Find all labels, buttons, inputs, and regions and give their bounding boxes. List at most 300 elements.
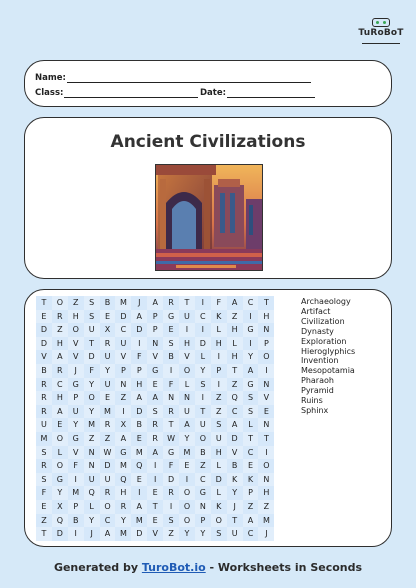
grid-cell[interactable]: G — [243, 323, 259, 337]
turobot-link[interactable]: TuroBot.io — [141, 561, 206, 574]
grid-cell[interactable]: B — [100, 296, 116, 310]
grid-cell[interactable]: Q — [52, 514, 68, 528]
grid-cell[interactable]: X — [115, 418, 131, 432]
grid-cell[interactable]: D — [115, 310, 131, 324]
grid-cell[interactable]: E — [100, 310, 116, 324]
grid-cell[interactable]: T — [36, 527, 52, 541]
grid-cell[interactable]: A — [131, 391, 147, 405]
grid-cell[interactable]: A — [147, 296, 163, 310]
grid-cell[interactable]: Z — [100, 432, 116, 446]
grid-cell[interactable]: E — [258, 405, 274, 419]
grid-cell[interactable]: W — [100, 446, 116, 460]
grid-cell[interactable]: P — [243, 486, 259, 500]
grid-cell[interactable]: L — [211, 459, 227, 473]
word-list-item: Mesopotamia — [301, 366, 355, 376]
grid-cell[interactable]: Z — [52, 323, 68, 337]
grid-cell[interactable]: A — [115, 432, 131, 446]
grid-cell[interactable]: V — [179, 350, 195, 364]
grid-cell[interactable]: D — [131, 527, 147, 541]
grid-cell[interactable]: T — [179, 296, 195, 310]
grid-cell[interactable]: Y — [84, 378, 100, 392]
grid-cell[interactable]: Z — [243, 500, 259, 514]
grid-cell[interactable]: T — [36, 296, 52, 310]
grid-cell[interactable]: R — [100, 486, 116, 500]
grid-cell[interactable]: A — [179, 418, 195, 432]
grid-cell[interactable]: N — [84, 459, 100, 473]
grid-cell[interactable]: N — [179, 391, 195, 405]
grid-cell[interactable]: C — [243, 446, 259, 460]
grid-cell[interactable]: R — [163, 405, 179, 419]
grid-cell[interactable]: L — [211, 486, 227, 500]
grid-cell[interactable]: J — [258, 527, 274, 541]
grid-cell[interactable]: U — [195, 418, 211, 432]
grid-cell[interactable]: Y — [195, 527, 211, 541]
grid-cell[interactable]: S — [243, 405, 259, 419]
grid-cell[interactable]: I — [147, 459, 163, 473]
grid-cell[interactable]: E — [179, 459, 195, 473]
grid-cell[interactable]: N — [84, 446, 100, 460]
grid-cell[interactable]: T — [163, 418, 179, 432]
grid-cell[interactable]: O — [179, 486, 195, 500]
grid-cell[interactable]: V — [68, 337, 84, 351]
grid-cell[interactable]: O — [195, 432, 211, 446]
grid-cell[interactable]: P — [211, 364, 227, 378]
grid-cell[interactable]: T — [227, 364, 243, 378]
grid-cell[interactable]: A — [100, 527, 116, 541]
grid-cell[interactable]: O — [52, 296, 68, 310]
grid-cell[interactable]: X — [52, 500, 68, 514]
grid-cell[interactable]: U — [100, 378, 116, 392]
grid-cell[interactable]: F — [131, 350, 147, 364]
grid-cell[interactable]: K — [243, 473, 259, 487]
logo-text: TuRoBoT — [358, 28, 404, 38]
grid-cell[interactable]: U — [115, 337, 131, 351]
grid-cell[interactable]: H — [227, 323, 243, 337]
word-list-item: Pharaoh — [301, 376, 334, 386]
grid-cell[interactable]: Y — [179, 432, 195, 446]
grid-cell[interactable]: U — [100, 473, 116, 487]
word-list-item: Invention — [301, 356, 339, 366]
grid-cell[interactable]: P — [115, 364, 131, 378]
grid-cell[interactable]: P — [147, 323, 163, 337]
grid-cell[interactable]: Y — [52, 486, 68, 500]
grid-cell[interactable]: R — [100, 337, 116, 351]
grid-cell[interactable]: S — [243, 391, 259, 405]
grid-cell[interactable]: C — [195, 473, 211, 487]
grid-cell[interactable]: I — [131, 486, 147, 500]
grid-cell[interactable]: M — [115, 527, 131, 541]
grid-cell[interactable]: Z — [36, 514, 52, 528]
grid-cell[interactable]: U — [179, 405, 195, 419]
grid-cell[interactable]: Z — [227, 378, 243, 392]
grid-cell[interactable]: Y — [227, 486, 243, 500]
grid-cell[interactable]: R — [100, 418, 116, 432]
grid-cell[interactable]: Y — [84, 514, 100, 528]
grid-cell[interactable]: N — [258, 418, 274, 432]
grid-cell[interactable]: Z — [211, 405, 227, 419]
grid-cell[interactable]: L — [211, 323, 227, 337]
grid-cell[interactable]: S — [84, 310, 100, 324]
grid-cell[interactable]: R — [52, 364, 68, 378]
grid-cell[interactable]: H — [211, 337, 227, 351]
grid-cell[interactable]: S — [36, 473, 52, 487]
grid-cell[interactable]: G — [163, 310, 179, 324]
grid-cell[interactable]: S — [163, 514, 179, 528]
grid-cell[interactable]: Z — [258, 500, 274, 514]
grid-cell[interactable]: Q — [115, 473, 131, 487]
grid-cell[interactable]: A — [243, 364, 259, 378]
grid-cell[interactable]: I — [258, 364, 274, 378]
grid-cell[interactable]: S — [147, 405, 163, 419]
grid-cell[interactable]: N — [195, 500, 211, 514]
word-list-item: Pyramid — [301, 386, 334, 396]
grid-cell[interactable]: I — [195, 391, 211, 405]
grid-cell[interactable]: T — [258, 296, 274, 310]
grid-cell[interactable]: O — [258, 459, 274, 473]
grid-cell[interactable]: V — [36, 350, 52, 364]
word-list-item: Ruins — [301, 396, 323, 406]
grid-cell[interactable]: A — [227, 296, 243, 310]
grid-cell[interactable]: L — [227, 337, 243, 351]
grid-cell[interactable]: N — [258, 378, 274, 392]
robot-head-icon — [372, 18, 390, 27]
grid-cell[interactable]: Z — [84, 432, 100, 446]
grid-cell[interactable]: I — [179, 323, 195, 337]
grid-cell[interactable]: O — [179, 364, 195, 378]
grid-cell[interactable]: X — [100, 323, 116, 337]
word-list — [301, 297, 355, 416]
grid-cell[interactable]: E — [163, 323, 179, 337]
grid-cell[interactable]: B — [131, 418, 147, 432]
grid-cell[interactable]: F — [163, 459, 179, 473]
grid-cell[interactable]: O — [52, 432, 68, 446]
grid-cell[interactable]: I — [163, 364, 179, 378]
grid-cell[interactable]: U — [84, 473, 100, 487]
grid-cell[interactable]: N — [258, 473, 274, 487]
grid-cell[interactable]: I — [195, 323, 211, 337]
grid-cell[interactable]: A — [147, 391, 163, 405]
grid-cell[interactable]: E — [147, 486, 163, 500]
grid-cell[interactable]: U — [179, 310, 195, 324]
grid-cell[interactable]: I — [147, 473, 163, 487]
grid-cell[interactable]: T — [195, 405, 211, 419]
grid-cell[interactable]: N — [163, 391, 179, 405]
grid-cell[interactable]: V — [115, 350, 131, 364]
class-field[interactable] — [35, 88, 198, 98]
grid-cell[interactable]: T — [147, 500, 163, 514]
grid-cell[interactable]: U — [211, 432, 227, 446]
grid-cell[interactable]: D — [36, 337, 52, 351]
grid-cell[interactable]: B — [195, 446, 211, 460]
grid-cell[interactable]: Y — [179, 527, 195, 541]
grid-cell[interactable]: L — [179, 378, 195, 392]
grid-cell[interactable]: G — [68, 432, 84, 446]
grid-cell[interactable]: A — [131, 310, 147, 324]
grid-cell[interactable]: N — [115, 378, 131, 392]
grid-cell[interactable]: Z — [211, 391, 227, 405]
grid-cell[interactable]: R — [36, 391, 52, 405]
grid-cell[interactable]: V — [147, 527, 163, 541]
grid-cell[interactable]: A — [52, 405, 68, 419]
grid-cell[interactable]: G — [243, 378, 259, 392]
grid-cell[interactable]: S — [163, 337, 179, 351]
grid-cell[interactable]: Q — [131, 459, 147, 473]
name-line[interactable] — [67, 74, 311, 83]
grid-cell[interactable]: D — [131, 323, 147, 337]
grid-cell[interactable]: H — [179, 337, 195, 351]
grid-cell[interactable]: Z — [227, 310, 243, 324]
grid-cell[interactable]: R — [115, 500, 131, 514]
grid-cell[interactable]: Q — [84, 486, 100, 500]
grid-cell[interactable]: H — [52, 391, 68, 405]
grid-cell[interactable]: O — [84, 391, 100, 405]
grid-cell[interactable]: Y — [84, 405, 100, 419]
grid-cell[interactable]: H — [258, 310, 274, 324]
grid-cell[interactable]: R — [36, 378, 52, 392]
grid-cell[interactable]: H — [258, 486, 274, 500]
grid-cell[interactable]: T — [84, 337, 100, 351]
grid-cell[interactable]: U — [100, 350, 116, 364]
name-field[interactable] — [35, 73, 311, 83]
grid-cell[interactable]: M — [115, 296, 131, 310]
grid-cell[interactable]: R — [36, 459, 52, 473]
grid-cell[interactable]: I — [115, 405, 131, 419]
grid-cell[interactable]: B — [227, 459, 243, 473]
grid-cell[interactable]: F — [211, 296, 227, 310]
grid-cell[interactable]: D — [36, 323, 52, 337]
grid-cell[interactable]: G — [115, 446, 131, 460]
word-list-item: Archaeology — [301, 297, 351, 306]
grid-cell[interactable]: I — [211, 378, 227, 392]
grid-cell[interactable]: B — [36, 364, 52, 378]
grid-cell[interactable]: T — [258, 432, 274, 446]
grid-cell[interactable]: T — [227, 514, 243, 528]
grid-cell[interactable]: E — [131, 473, 147, 487]
grid-cell[interactable]: D — [227, 432, 243, 446]
grid-cell[interactable]: D — [163, 473, 179, 487]
grid-cell[interactable]: O — [179, 514, 195, 528]
grid-cell[interactable]: M — [115, 459, 131, 473]
grid-cell[interactable]: M — [131, 514, 147, 528]
grid-cell[interactable]: D — [84, 350, 100, 364]
grid-cell[interactable]: M — [36, 432, 52, 446]
grid-cell[interactable]: E — [131, 432, 147, 446]
grid-cell[interactable]: R — [147, 432, 163, 446]
grid-cell[interactable]: M — [100, 405, 116, 419]
grid-cell[interactable]: D — [131, 405, 147, 419]
grid-cell[interactable]: T — [243, 432, 259, 446]
grid-cell[interactable]: Z — [195, 459, 211, 473]
grid-cell[interactable]: Q — [227, 391, 243, 405]
grid-cell[interactable]: V — [68, 350, 84, 364]
grid-cell[interactable]: J — [131, 296, 147, 310]
word-list-item: Exploration — [301, 336, 347, 346]
grid-cell[interactable]: B — [163, 350, 179, 364]
grid-cell[interactable]: M — [84, 418, 100, 432]
footer — [0, 561, 416, 574]
grid-cell[interactable]: L — [243, 418, 259, 432]
grid-cell[interactable]: F — [84, 364, 100, 378]
grid-cell[interactable]: O — [100, 500, 116, 514]
grid-cell[interactable]: L — [52, 446, 68, 460]
grid-cell[interactable]: A — [243, 514, 259, 528]
grid-cell[interactable]: J — [227, 500, 243, 514]
grid-cell[interactable]: N — [147, 337, 163, 351]
grid-cell[interactable]: U — [227, 527, 243, 541]
grid-cell[interactable]: I — [258, 446, 274, 460]
date-line[interactable] — [227, 89, 315, 98]
grid-cell[interactable]: R — [36, 405, 52, 419]
grid-cell[interactable]: A — [227, 418, 243, 432]
grid-cell[interactable]: M — [179, 446, 195, 460]
date-field[interactable] — [200, 88, 315, 98]
grid-cell[interactable]: E — [243, 459, 259, 473]
grid-cell[interactable]: S — [84, 296, 100, 310]
word-search-grid[interactable] — [36, 296, 274, 541]
grid-cell[interactable]: K — [211, 310, 227, 324]
grid-cell[interactable]: P — [68, 391, 84, 405]
grid-cell[interactable]: O — [179, 500, 195, 514]
grid-cell[interactable]: P — [68, 500, 84, 514]
grid-cell[interactable]: O — [68, 323, 84, 337]
grid-cell[interactable]: H — [52, 337, 68, 351]
grid-cell[interactable]: I — [131, 337, 147, 351]
word-list-item: Civilization — [301, 316, 345, 326]
footer-suffix: - Worksheets in Seconds — [205, 561, 363, 574]
grid-cell[interactable]: F — [36, 486, 52, 500]
grid-cell[interactable]: C — [243, 296, 259, 310]
grid-cell[interactable]: R — [52, 310, 68, 324]
grid-cell[interactable]: I — [68, 527, 84, 541]
grid-cell[interactable]: Y — [100, 364, 116, 378]
grid-cell[interactable]: S — [211, 527, 227, 541]
grid-cell[interactable]: C — [52, 378, 68, 392]
grid-cell[interactable]: E — [36, 500, 52, 514]
grid-cell[interactable]: L — [195, 350, 211, 364]
grid-cell[interactable]: I — [243, 310, 259, 324]
grid-cell[interactable]: H — [115, 486, 131, 500]
grid-cell[interactable]: Y — [243, 350, 259, 364]
grid-cell[interactable]: M — [131, 446, 147, 460]
grid-cell[interactable]: S — [36, 446, 52, 460]
grid-cell[interactable]: G — [163, 446, 179, 460]
grid-cell[interactable]: V — [227, 446, 243, 460]
grid-cell[interactable]: O — [258, 350, 274, 364]
grid-cell[interactable]: C — [227, 405, 243, 419]
footer-prefix: Generated by — [53, 561, 142, 574]
grid-cell[interactable]: B — [68, 514, 84, 528]
grid-cell[interactable]: W — [163, 432, 179, 446]
grid-cell[interactable]: I — [68, 473, 84, 487]
name-label: Name: — [35, 73, 66, 83]
grid-cell[interactable]: J — [68, 364, 84, 378]
grid-cell[interactable]: E — [36, 310, 52, 324]
grid-cell[interactable]: M — [68, 486, 84, 500]
grid-cell[interactable]: D — [100, 459, 116, 473]
grid-cell[interactable]: J — [84, 527, 100, 541]
grid-cell[interactable]: P — [147, 310, 163, 324]
grid-cell[interactable]: V — [68, 446, 84, 460]
grid-cell[interactable]: M — [258, 514, 274, 528]
grid-cell[interactable]: I — [243, 337, 259, 351]
grid-cell[interactable]: C — [115, 323, 131, 337]
grid-cell[interactable]: P — [131, 364, 147, 378]
grid-cell[interactable]: A — [131, 500, 147, 514]
grid-cell[interactable]: S — [195, 378, 211, 392]
date-label: Date: — [200, 88, 227, 98]
grid-cell[interactable]: K — [227, 473, 243, 487]
grid-cell[interactable]: I — [163, 500, 179, 514]
grid-cell[interactable]: C — [195, 310, 211, 324]
grid-cell[interactable]: C — [100, 514, 116, 528]
grid-cell[interactable]: D — [52, 527, 68, 541]
grid-cell[interactable]: E — [100, 391, 116, 405]
grid-cell[interactable]: U — [84, 323, 100, 337]
grid-cell[interactable]: H — [211, 446, 227, 460]
ancient-ruins-illustration — [155, 164, 263, 271]
grid-cell[interactable]: G — [52, 473, 68, 487]
grid-cell[interactable]: P — [258, 337, 274, 351]
grid-cell[interactable]: I — [195, 296, 211, 310]
grid-cell[interactable]: H — [131, 378, 147, 392]
grid-cell[interactable]: I — [179, 473, 195, 487]
grid-cell[interactable]: G — [68, 378, 84, 392]
grid-cell[interactable]: Z — [115, 391, 131, 405]
grid-cell[interactable]: U — [68, 405, 84, 419]
grid-cell[interactable]: L — [84, 500, 100, 514]
grid-cell[interactable]: O — [211, 514, 227, 528]
grid-cell[interactable]: G — [195, 486, 211, 500]
grid-cell[interactable]: V — [147, 350, 163, 364]
grid-cell[interactable]: V — [258, 391, 274, 405]
grid-cell[interactable]: R — [163, 486, 179, 500]
grid-cell[interactable]: C — [243, 527, 259, 541]
grid-cell[interactable]: F — [163, 378, 179, 392]
grid-cell[interactable]: I — [211, 350, 227, 364]
grid-cell[interactable]: A — [52, 350, 68, 364]
grid-cell[interactable]: K — [211, 500, 227, 514]
grid-cell[interactable]: H — [227, 350, 243, 364]
grid-cell[interactable]: Z — [68, 296, 84, 310]
grid-cell[interactable]: N — [258, 323, 274, 337]
word-list-item: Artifact — [301, 306, 331, 316]
grid-cell[interactable]: E — [147, 378, 163, 392]
grid-cell[interactable]: A — [147, 446, 163, 460]
grid-cell[interactable]: U — [36, 418, 52, 432]
grid-cell[interactable]: E — [52, 418, 68, 432]
grid-cell[interactable]: R — [147, 418, 163, 432]
grid-cell[interactable]: G — [147, 364, 163, 378]
grid-cell[interactable]: Y — [68, 418, 84, 432]
grid-cell[interactable]: Y — [195, 364, 211, 378]
class-line[interactable] — [64, 89, 198, 98]
grid-cell[interactable]: S — [211, 418, 227, 432]
grid-cell[interactable]: H — [68, 310, 84, 324]
grid-cell[interactable]: R — [163, 296, 179, 310]
worksheet-title: Ancient Civilizations — [110, 132, 306, 152]
grid-cell[interactable]: F — [68, 459, 84, 473]
grid-cell[interactable]: Z — [163, 527, 179, 541]
word-list-item: Sphinx — [301, 405, 329, 415]
grid-cell[interactable]: P — [195, 514, 211, 528]
word-list-item: Hieroglyphics — [301, 346, 356, 356]
grid-cell[interactable]: Y — [115, 514, 131, 528]
grid-cell[interactable]: D — [211, 473, 227, 487]
grid-cell[interactable]: D — [195, 337, 211, 351]
grid-cell[interactable]: E — [147, 514, 163, 528]
word-search-panel — [24, 289, 392, 547]
grid-cell[interactable]: O — [52, 459, 68, 473]
